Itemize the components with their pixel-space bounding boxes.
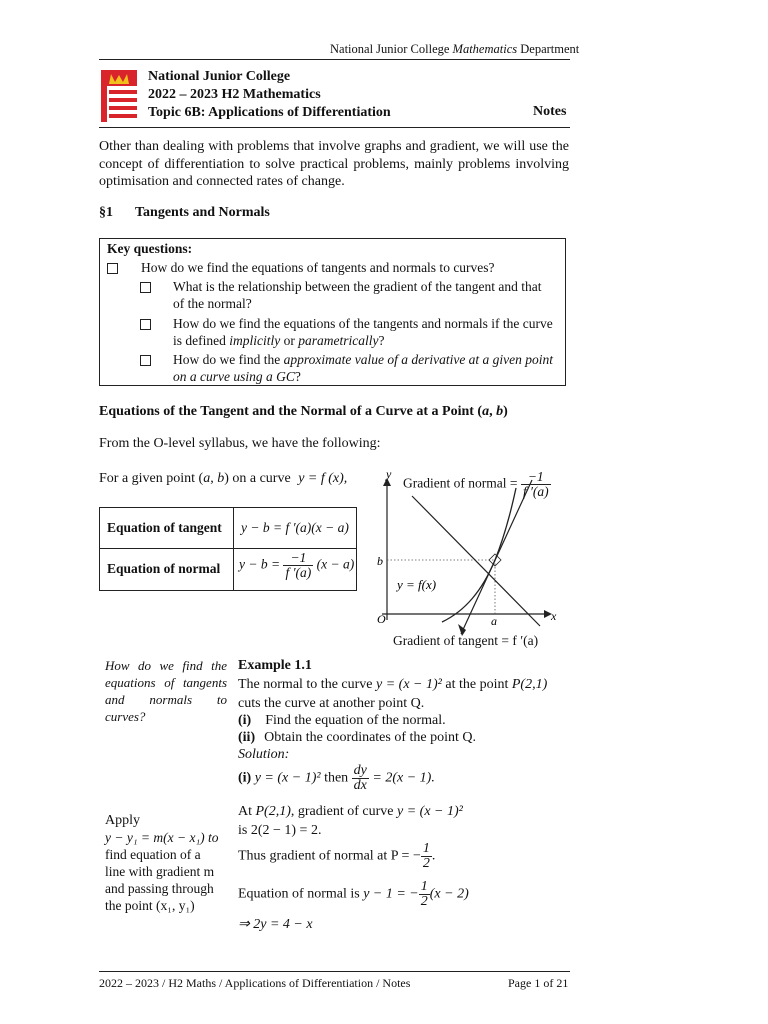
given-point-text: For a given point (a, b) on a curve y = f (x),	[99, 471, 348, 486]
table-divider	[100, 548, 356, 549]
key-questions-box	[99, 238, 566, 386]
solution-step-1: (i) y = (x − 1)² then $\frac{dy}{dx}$ = 2(x − 1).	[238, 763, 435, 793]
document-title: National Junior College 2022 – 2023 H2 Mathematics Topic 6B: Applications of Differentiation	[148, 69, 391, 120]
example-line-1: The normal to the curve y = (x − 1)² at the point P(2,1)	[238, 677, 548, 692]
checkbox-icon	[107, 263, 118, 274]
margin-question: How do we find the equations of tangents and normals to curves?	[105, 658, 227, 724]
normal-label: Equation of normal	[107, 561, 221, 576]
solution-step-6: ⇒ 2y = 4 − x	[238, 917, 313, 932]
running-header: National Junior College Mathematics Department	[330, 42, 580, 56]
checkbox-icon	[140, 355, 151, 366]
a-label: a	[491, 614, 497, 628]
origin-label: O	[377, 612, 386, 626]
college-logo-icon	[101, 70, 137, 122]
equations-table	[99, 507, 357, 591]
normal-gradient-label: Gradient of normal = $\frac{-1}{f '(a)}$	[403, 469, 549, 499]
b-label: b	[377, 554, 383, 568]
example-line-2: cuts the curve at another point Q.	[238, 696, 425, 711]
checkbox-icon	[140, 282, 151, 293]
curve-label: y = f(x)	[397, 577, 437, 592]
olevel-text: From the O-level syllabus, we have the following:	[99, 436, 381, 451]
subheading: Equations of the Tangent and the Normal of a Curve at a Point (a, b)	[99, 404, 508, 419]
solution-label: Solution:	[238, 747, 290, 762]
key-question-3: How do we find the equations of the tangents and normals if the curve is defined implicitly or parametrically?	[140, 315, 553, 349]
notes-label: Notes	[533, 104, 567, 119]
key-questions-title: Key questions:	[107, 241, 193, 256]
tangent-equation: y − b = f ′(a)(x − a)	[241, 520, 349, 535]
solution-step-2: At P(2,1), gradient of curve y = (x − 1)²	[238, 804, 463, 819]
title-rule	[99, 127, 570, 128]
header-rule	[99, 59, 570, 60]
intro-paragraph: Other than dealing with problems that involve graphs and gradient, we will use the concept of differentiation to solve practical problems, mainly problems involving optimisation and connected rates of change.	[99, 139, 569, 189]
key-question-2: What is the relationship between the gradient of the tangent and that of the normal?	[140, 278, 542, 312]
example-title: Example 1.1	[238, 658, 312, 673]
normal-equation: y − b = $\frac{-1}{f '(a)}$ (x − a)	[239, 550, 355, 580]
tangent-gradient-label: Gradient of tangent = f ′(a)	[393, 633, 539, 648]
key-question-1: How do we find the equations of tangents and normals to curves?	[107, 259, 495, 276]
solution-step-3: is 2(2 − 1) = 2.	[238, 823, 322, 838]
example-part-ii: (ii) Obtain the coordinates of the point Q.	[238, 730, 477, 745]
margin-apply-note: Apply y − y₁ = m(x − x₁) to find equation of a line with gradient m and passing through the point (x₁, y₁)	[105, 813, 219, 913]
page-number: Page 1 of 21	[508, 976, 569, 990]
section-heading: §1 Tangents and Normals	[99, 205, 270, 220]
footer-rule	[99, 971, 570, 972]
y-axis-label: y	[386, 467, 392, 481]
example-part-i: (i) Find the equation of the normal.	[238, 713, 446, 728]
solution-step-4: Thus gradient of normal at P = − $\frac{1}{2}$ .	[238, 841, 436, 871]
table-divider	[233, 508, 234, 590]
normal-line	[412, 496, 540, 626]
key-question-4: How do we find the approximate value of a derivative at a given point on a curve using a GC?	[140, 351, 553, 385]
footer-text: 2022 – 2023 / H2 Maths / Applications of Differentiation / Notes	[99, 976, 411, 990]
solution-step-5: Equation of normal is y − 1 = − $\frac{1}{2}$ (x − 2)	[238, 879, 469, 909]
x-axis-label: x	[551, 609, 557, 623]
checkbox-icon	[140, 319, 151, 330]
tangent-label: Equation of tangent	[107, 520, 222, 535]
curve	[442, 488, 516, 622]
